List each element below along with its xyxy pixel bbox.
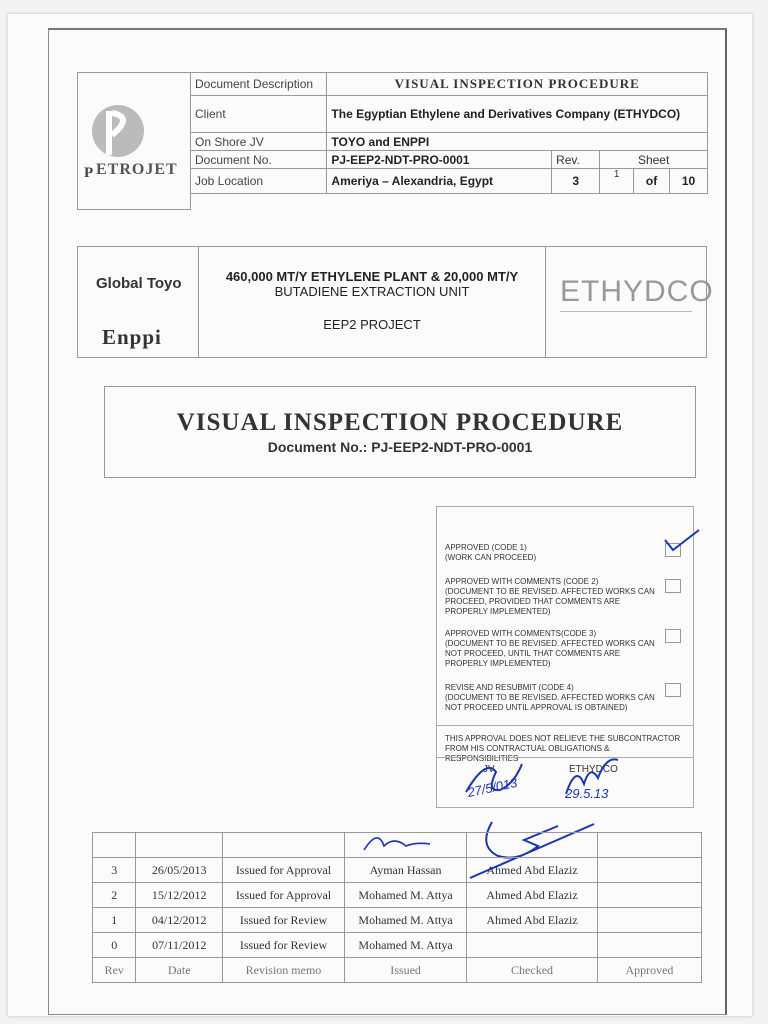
approval-code-3-desc: (DOCUMENT TO BE REVISED. AFFECTED WORKS CAN NOT PROCEED, UNTIL THAT COMMENTS ARE PROPERLY IMPLEMENTED)	[445, 639, 655, 668]
column-header-rev: Rev	[93, 958, 136, 983]
checked-cell	[467, 933, 598, 958]
project-title-cell	[199, 247, 546, 357]
petrojet-logo	[77, 72, 191, 210]
approval-signature-row	[437, 757, 693, 808]
issued-cell: Ayman Hassan	[344, 858, 466, 883]
column-header-issued: Issued	[344, 958, 466, 983]
table-row	[93, 833, 702, 858]
table-row	[93, 933, 702, 958]
date-cell: 26/05/2013	[136, 858, 223, 883]
column-header-memo: Revision memo	[223, 958, 345, 983]
checked-cell: Ahmed Abd Elaziz	[467, 883, 598, 908]
approved-cell	[597, 933, 701, 958]
sheet-current: 1	[600, 169, 634, 194]
approval-code-3-checkbox[interactable]	[665, 629, 681, 643]
rev-cell: 2	[93, 883, 136, 908]
issued-cell: Mohamed M. Attya	[344, 883, 466, 908]
ethydco-signature-label: ETHYDCO	[569, 764, 618, 775]
document-number: Document No.: PJ-EEP2-NDT-PRO-0001	[267, 439, 533, 455]
memo-cell: Issued for Approval	[223, 883, 345, 908]
approved-cell	[597, 883, 701, 908]
page-title: VISUAL INSPECTION PROCEDURE	[176, 409, 624, 436]
date-cell: 15/12/2012	[136, 883, 223, 908]
project-name: EEP2 PROJECT	[323, 317, 421, 332]
petrojet-logo-text: ETROJET	[96, 161, 178, 178]
jv-signature-label: JV	[483, 764, 495, 775]
column-header-approved: Approved	[597, 958, 701, 983]
approval-note: THIS APPROVAL DOES NOT RELIEVE THE SUBCONTRACTOR FROM HIS CONTRACTUAL OBLIGATIONS & RESPONSIBILITIES	[437, 725, 693, 764]
svg-text:P: P	[84, 165, 94, 181]
client-label: Client	[191, 96, 327, 133]
approved-cell	[597, 858, 701, 883]
approval-code-3-title: APPROVED WITH COMMENTS(CODE 3)	[445, 629, 597, 638]
document-no-value: PJ-EEP2-NDT-PRO-0001	[327, 151, 552, 169]
issued-cell: Mohamed M. Attya	[344, 933, 466, 958]
approval-stamp	[436, 506, 694, 808]
approval-code-1-desc: (WORK CAN PROCEED)	[445, 553, 537, 562]
client-logo-cell	[546, 247, 714, 357]
rev-label: Rev.	[552, 151, 600, 169]
revision-table	[92, 832, 702, 983]
ethydco-signature-date: 29.5.13	[565, 786, 609, 801]
table-row	[93, 908, 702, 933]
table-row	[93, 883, 702, 908]
petrojet-emblem-icon	[78, 73, 190, 209]
approval-code-3	[445, 629, 655, 669]
date-cell: 04/12/2012	[136, 908, 223, 933]
checked-cell: Ahmed Abd Elaziz	[467, 908, 598, 933]
project-line-1: 460,000 MT/Y ETHYLENE PLANT & 20,000 MT/Y	[225, 269, 519, 284]
memo-cell: Issued for Approval	[223, 858, 345, 883]
approval-code-4-title: REVISE AND RESUBMIT (CODE 4)	[445, 683, 574, 692]
client-value: The Egyptian Ethylene and Derivatives Company (ETHYDCO)	[327, 96, 708, 133]
project-block	[77, 246, 714, 358]
global-toyo-logo: Global Toyo	[96, 275, 182, 292]
issued-cell: Mohamed M. Attya	[344, 908, 466, 933]
sheet-of: of	[634, 169, 670, 194]
document-header	[77, 72, 709, 210]
rev-cell: 1	[93, 908, 136, 933]
memo-cell: Issued for Review	[223, 933, 345, 958]
memo-cell: Issued for Review	[223, 908, 345, 933]
jv-label: On Shore JV	[191, 133, 327, 151]
approval-code-1-checkbox[interactable]	[665, 543, 681, 557]
column-header-date: Date	[136, 958, 223, 983]
title-box	[104, 386, 696, 478]
approval-code-4	[445, 683, 655, 713]
table-header-row	[93, 958, 702, 983]
date-cell: 07/11/2012	[136, 933, 223, 958]
project-line-2: BUTADIENE EXTRACTION UNIT	[274, 284, 470, 299]
rev-value: 3	[552, 169, 600, 194]
checked-cell: Ahmed Abd Elaziz	[467, 858, 598, 883]
contractor-logos	[78, 247, 199, 357]
ethydco-logo: ETHYDCO	[560, 275, 714, 308]
approval-code-2-checkbox[interactable]	[665, 579, 681, 593]
jv-signature-date: 27/5/013	[465, 774, 519, 801]
approval-code-4-desc: (DOCUMENT TO BE REVISED. AFFECTED WORKS CAN NOT PROCEED UNTIL APPROVAL IS OBTAINED)	[445, 693, 655, 712]
jv-value: TOYO and ENPPI	[327, 133, 708, 151]
job-location-value: Ameriya – Alexandria, Egypt	[327, 169, 552, 194]
approval-code-2-desc: (DOCUMENT TO BE REVISED. AFFECTED WORKS CAN PROCEED, PROVIDED THAT COMMENTS ARE PROPERLY IMPLEMENTED)	[445, 587, 655, 616]
table-row	[93, 858, 702, 883]
approval-code-1	[445, 543, 655, 563]
approval-code-2-title: APPROVED WITH COMMENTS (CODE 2)	[445, 577, 599, 586]
ethydco-logo-underline	[560, 311, 692, 312]
column-header-checked: Checked	[467, 958, 598, 983]
enppi-logo: Enppi	[102, 325, 162, 349]
sheet-total: 10	[670, 169, 708, 194]
rev-cell: 0	[93, 933, 136, 958]
doc-description-value: VISUAL INSPECTION PROCEDURE	[327, 73, 708, 96]
job-location-label: Job Location	[191, 169, 327, 194]
approval-code-2	[445, 577, 655, 617]
document-no-label: Document No.	[191, 151, 327, 169]
sheet-label: Sheet	[600, 151, 708, 169]
doc-description-label: Document Description	[191, 73, 327, 96]
approved-cell	[597, 908, 701, 933]
rev-cell: 3	[93, 858, 136, 883]
approval-code-1-title: APPROVED (CODE 1)	[445, 543, 527, 552]
approval-code-4-checkbox[interactable]	[665, 683, 681, 697]
